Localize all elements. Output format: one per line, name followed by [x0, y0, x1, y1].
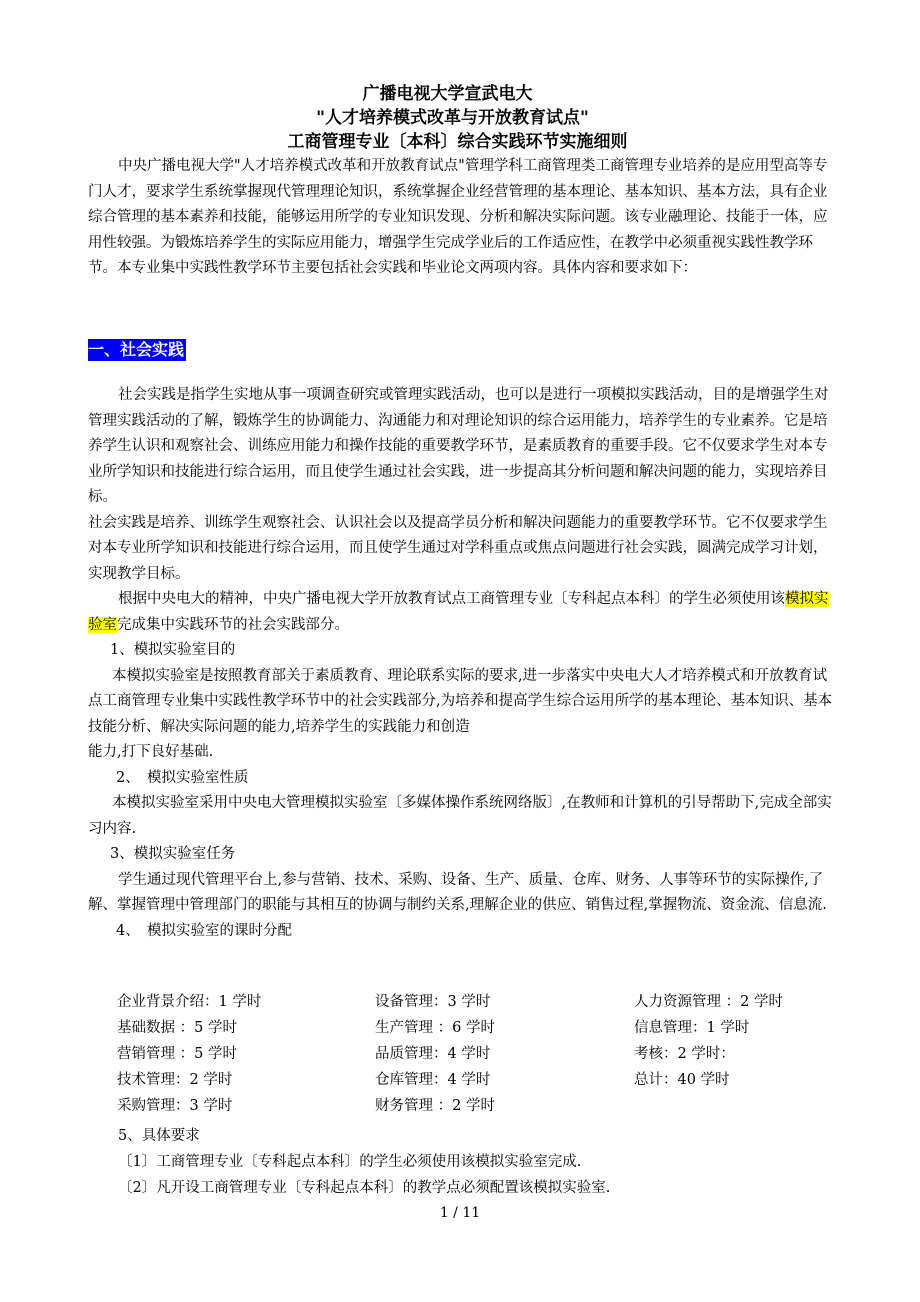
item1-text: 本模拟实验室是按照教育部关于素质教育、理论联系实际的要求,进一步落实中央电大人才培养模式和开放教育试点工商管理专业集中实践性教学环节中的社会实践部分,为培养和提高学生综合运用所学的基本理论、基本知识、基本技能分析、解决实际问题的能力,培养学生的实践能力和创造 [88, 667, 833, 735]
para3-text-after: 完成集中实践环节的社会实践部分。 [117, 616, 349, 633]
social-practice-paragraph-3 [88, 587, 840, 638]
schedule-cell: 采购管理：3 学时 [117, 1098, 233, 1114]
schedule-cell: 仓库管理：4 学时 [375, 1072, 491, 1088]
social-practice-paragraph-1: 社会实践是指学生实地从事一项调查研究或管理实践活动，也可以是进行一项模拟实践活动，目的是增强学生对管理实践活动的了解，锻炼学生的协调能力、沟通能力和对理论知识的综合运用能力，培养学生的专业素养。它是培养学生认识和观察社会、训练应用能力和操作技能的重要教学环节，是素质教育的重要手段。它不仅要求学生对本专业所学知识和技能进行综合运用，而且使学生通过社会实践，进一步提高其分析问题和解决问题的能力，实现培养目标。 [88, 387, 829, 505]
schedule-cell: 基础数据 ：5 学时 [117, 1020, 237, 1036]
schedule-cell: 营销管理 ：5 学时 [117, 1046, 237, 1062]
schedule-cell: 生产管理 ：6 学时 [375, 1020, 495, 1036]
program-title: "人才培养模式改革与开放教育试点" [316, 108, 589, 128]
schedule-cell [634, 1093, 837, 1119]
highlighted-term: 模拟实验室 [88, 591, 829, 633]
schedule-cell: 技术管理：2 学时 [117, 1072, 233, 1088]
social-practice-paragraph-2: 社会实践是培养、训练学生观察社会、认识社会以及提高学员分析和解决问题能力的重要教学环节。它不仅要求学生对本专业所学知识和技能进行综合运用，而且使学生通过对学科重点或焦点问题进行社会实践，圆满完成学习计划，实现教学目标。 [88, 514, 828, 582]
hours-schedule-table [117, 989, 837, 1119]
university-title: 广播电视大学宣武电大 [362, 84, 533, 104]
item4-title: 4、 模拟实验室的课时分配 [116, 922, 292, 939]
item3-title: 3、模拟实验室任务 [110, 846, 236, 862]
item3-text: 学生通过现代管理平台上,参与营销、技术、采购、设备、生产、质量、仓库、财务、人事等环节的实际操作,了解、掌握管理中管理部门的职能与其相互的协调与制约关系,理解企业的供应、销售过程,掌握物流、资金流、信息流. [88, 871, 827, 913]
item2-text: 本模拟实验室采用中央电大管理模拟实验室〔多媒体操作系统网络版〕,在教师和计算机的引导帮助下,完成全部实习内容. [88, 795, 832, 837]
schedule-cell: 品质管理：4 学时 [375, 1046, 491, 1062]
section-heading-social-practice: 一、社会实践 [88, 340, 185, 359]
schedule-cell: 企业背景介绍：1 学时 [117, 994, 262, 1010]
intro-paragraph: 中央广播电视大学"人才培养模式改革和开放教育试点"管理学科工商管理类工商管理专业培养的是应用型高等专门人才，要求学生系统掌握现代管理理论知识，系统掌握企业经营管理的基本理论、基本知识、基本方法，具有企业综合管理的基本素养和技能，能够运用所学的专业知识发现、分析和解决实际问题。该专业融理论、技能于一体，应用性较强。为锻炼培养学生的实际应用能力，增强学生完成学业后的工作适应性，在教学中必须重视实践性教学环节。本专业集中实践性教学环节主要包括社会实践和毕业论文两项内容。具体内容和要求如下： [88, 158, 828, 276]
schedule-cell: 总计：40 学时 [634, 1072, 730, 1088]
document-title-block [0, 82, 920, 154]
item1-text-continued: 能力,打下良好基础. [88, 744, 214, 760]
requirements-block [118, 1123, 838, 1201]
schedule-cell: 信息管理：1 学时 [634, 1020, 750, 1036]
item1-title: 1、模拟实验室目的 [110, 642, 236, 658]
schedule-cell: 考核：2 学时： [634, 1046, 735, 1062]
schedule-cell: 财务管理 ：2 学时 [375, 1098, 495, 1114]
document-title: 工商管理专业〔本科〕综合实践环节实施细则 [287, 132, 628, 152]
schedule-cell: 人力资源管理 ：2 学时 [634, 994, 783, 1010]
item2-title: 2、 模拟实验室性质 [116, 769, 249, 786]
page-number: 1 / 11 [439, 1205, 481, 1221]
section-body [88, 383, 840, 944]
schedule-cell: 设备管理：3 学时 [375, 994, 491, 1010]
para3-text-before: 根据中央电大的精神，中央广播电视大学开放教育试点工商管理专业〔专科起点本科〕的学生必须使用该 [118, 591, 785, 607]
requirement-2: 〔2〕凡开设工商管理专业〔专科起点本科〕的教学点必须配置该模拟实验室. [118, 1180, 611, 1196]
item5-title: 5、具体要求 [118, 1128, 200, 1144]
requirement-1: 〔1〕工商管理专业〔专科起点本科〕的学生必须使用该模拟实验室完成. [118, 1154, 582, 1170]
